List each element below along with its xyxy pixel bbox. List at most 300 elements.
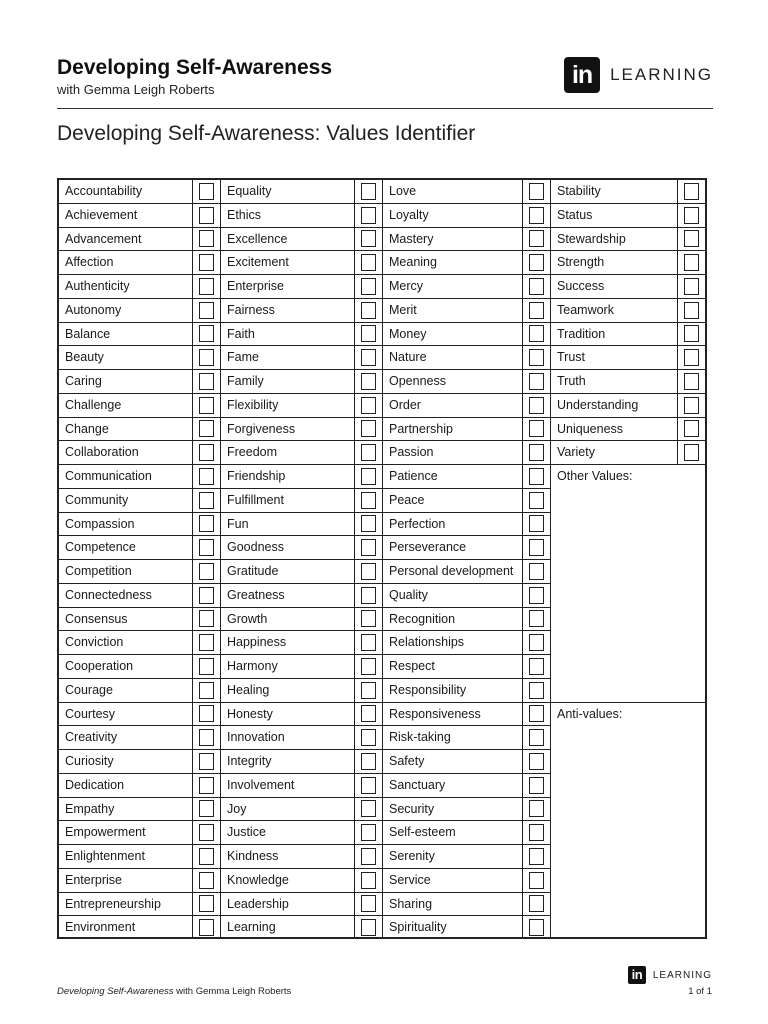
value-checkbox[interactable] [199, 492, 214, 509]
value-label: Ethics [227, 207, 262, 222]
value-row [221, 655, 382, 679]
checkbox-cell [192, 323, 220, 346]
footer-course-author: with Gemma Leigh Roberts [173, 986, 292, 997]
value-row [383, 893, 550, 917]
checkbox-cell [192, 228, 220, 251]
value-checkbox[interactable] [529, 824, 544, 841]
value-checkbox[interactable] [361, 777, 376, 794]
value-row [221, 893, 382, 917]
value-checkbox[interactable] [361, 563, 376, 580]
value-label: Success [557, 279, 605, 293]
value-row [221, 631, 382, 655]
value-row [551, 323, 705, 347]
value-checkbox[interactable] [361, 230, 376, 247]
checkbox-cell [522, 893, 550, 916]
checkbox-cell [192, 726, 220, 749]
value-checkbox[interactable] [529, 729, 544, 746]
value-label: Perseverance [389, 540, 467, 555]
value-row [551, 394, 705, 418]
value-checkbox[interactable] [529, 325, 544, 342]
checkbox-cell [354, 584, 382, 607]
value-label: Strength [557, 255, 605, 270]
value-checkbox[interactable] [199, 325, 214, 342]
value-checkbox[interactable] [361, 872, 376, 889]
value-row [59, 845, 220, 869]
value-label: Change [65, 421, 109, 436]
value-checkbox[interactable] [529, 610, 544, 627]
checkbox-cell [522, 916, 550, 939]
value-label: Responsibility [389, 682, 467, 697]
value-row [383, 608, 550, 632]
checkbox-cell [677, 275, 705, 298]
value-row [383, 299, 550, 323]
value-row [59, 299, 220, 323]
value-checkbox[interactable] [529, 492, 544, 509]
value-label: Kindness [227, 849, 279, 863]
header-divider [57, 108, 713, 109]
value-checkbox[interactable] [529, 207, 544, 224]
value-checkbox[interactable] [684, 397, 699, 414]
checkbox-cell [354, 845, 382, 868]
value-checkbox[interactable] [199, 919, 214, 936]
value-label: Family [227, 374, 264, 388]
checkbox-cell [192, 299, 220, 322]
checkbox-cell [677, 370, 705, 393]
checkbox-cell [354, 726, 382, 749]
value-label: Variety [557, 445, 595, 460]
value-label: Collaboration [65, 445, 139, 460]
value-row [551, 228, 705, 252]
value-checkbox[interactable] [199, 682, 214, 699]
linkedin-in-icon: in [628, 966, 646, 984]
value-row [551, 251, 705, 275]
value-label: Cooperation [65, 659, 134, 673]
value-row [383, 845, 550, 869]
value-row [221, 228, 382, 252]
value-label: Honesty [227, 706, 273, 721]
footer-logo [628, 966, 712, 984]
checkbox-cell [354, 275, 382, 298]
value-label: Trust [557, 350, 586, 365]
value-row [221, 465, 382, 489]
value-checkbox[interactable] [361, 753, 376, 770]
checkbox-cell [354, 869, 382, 892]
value-checkbox[interactable] [529, 919, 544, 936]
value-label: Perfection [389, 516, 446, 531]
value-row [59, 275, 220, 299]
values-column-2 [220, 180, 382, 937]
checkbox-cell [522, 370, 550, 393]
value-checkbox[interactable] [361, 444, 376, 461]
checkbox-cell [354, 394, 382, 417]
value-checkbox[interactable] [361, 610, 376, 627]
value-label: Security [389, 801, 435, 816]
value-checkbox[interactable] [529, 373, 544, 390]
value-checkbox[interactable] [361, 824, 376, 841]
value-checkbox[interactable] [529, 777, 544, 794]
value-label: Spirituality [389, 920, 447, 935]
value-checkbox[interactable] [199, 563, 214, 580]
checkbox-cell [192, 536, 220, 559]
value-row [383, 584, 550, 608]
value-label: Stability [557, 184, 601, 198]
value-checkbox[interactable] [684, 349, 699, 366]
value-checkbox[interactable] [529, 397, 544, 414]
value-checkbox[interactable] [529, 349, 544, 366]
checkbox-cell [522, 869, 550, 892]
value-label: Understanding [557, 397, 639, 412]
value-checkbox[interactable] [361, 587, 376, 604]
checkbox-cell [192, 465, 220, 488]
value-row [221, 180, 382, 204]
value-checkbox[interactable] [684, 444, 699, 461]
value-row [59, 916, 220, 939]
checkbox-cell [677, 299, 705, 322]
value-checkbox[interactable] [199, 800, 214, 817]
value-checkbox[interactable] [361, 658, 376, 675]
value-label: Happiness [227, 635, 287, 650]
value-row [59, 489, 220, 513]
value-checkbox[interactable] [199, 207, 214, 224]
value-row [221, 489, 382, 513]
value-row [221, 394, 382, 418]
values-column-4-rows [551, 180, 705, 465]
value-label: Community [65, 492, 129, 507]
checkbox-cell [522, 608, 550, 631]
value-label: Safety [389, 754, 425, 768]
value-checkbox[interactable] [199, 634, 214, 651]
value-checkbox[interactable] [529, 848, 544, 865]
value-checkbox[interactable] [199, 729, 214, 746]
value-label: Mercy [389, 279, 424, 293]
checkbox-cell [354, 441, 382, 464]
value-label: Fun [227, 516, 249, 531]
value-label: Dedication [65, 777, 125, 792]
value-checkbox[interactable] [361, 254, 376, 271]
value-row [59, 703, 220, 727]
value-label: Joy [227, 801, 247, 816]
value-checkbox[interactable] [684, 183, 699, 200]
value-row [383, 441, 550, 465]
value-checkbox[interactable] [361, 373, 376, 390]
value-checkbox[interactable] [529, 278, 544, 295]
value-checkbox[interactable] [529, 183, 544, 200]
value-row [221, 726, 382, 750]
value-checkbox[interactable] [361, 682, 376, 699]
value-checkbox[interactable] [684, 325, 699, 342]
value-checkbox[interactable] [361, 492, 376, 509]
value-label: Service [389, 872, 431, 887]
value-label: Responsiveness [389, 706, 481, 721]
value-label: Quality [389, 587, 428, 602]
value-checkbox[interactable] [199, 230, 214, 247]
value-checkbox[interactable] [199, 539, 214, 556]
value-row [221, 323, 382, 347]
checkbox-cell [522, 180, 550, 203]
value-checkbox[interactable] [684, 254, 699, 271]
course-title: Developing Self-Awareness [57, 56, 333, 79]
footer-course-title: Developing Self-Awareness [57, 986, 174, 997]
checkbox-cell [192, 275, 220, 298]
value-checkbox[interactable] [529, 682, 544, 699]
checkbox-cell [677, 228, 705, 251]
value-row [59, 394, 220, 418]
checkbox-cell [522, 513, 550, 536]
values-column-1 [59, 180, 220, 937]
value-row [221, 513, 382, 537]
checkbox-cell [522, 418, 550, 441]
value-row [221, 608, 382, 632]
value-row [59, 774, 220, 798]
value-row [59, 441, 220, 465]
value-row [383, 916, 550, 939]
value-checkbox[interactable] [529, 587, 544, 604]
value-checkbox[interactable] [199, 610, 214, 627]
value-row [221, 560, 382, 584]
value-checkbox[interactable] [529, 468, 544, 485]
values-column-4 [550, 180, 705, 937]
value-checkbox[interactable] [529, 444, 544, 461]
checkbox-cell [192, 608, 220, 631]
value-label: Harmony [227, 659, 278, 673]
value-label: Involvement [227, 777, 295, 792]
value-checkbox[interactable] [529, 563, 544, 580]
value-checkbox[interactable] [361, 468, 376, 485]
checkbox-cell [192, 703, 220, 726]
value-label: Competence [65, 540, 136, 555]
value-label: Money [389, 326, 427, 341]
value-label: Beauty [65, 350, 104, 365]
value-checkbox[interactable] [199, 183, 214, 200]
value-label: Curiosity [65, 754, 114, 768]
checkbox-cell [354, 893, 382, 916]
value-checkbox[interactable] [199, 397, 214, 414]
value-label: Justice [227, 825, 266, 840]
value-checkbox[interactable] [684, 420, 699, 437]
value-label: Meaning [389, 255, 437, 270]
checkbox-cell [522, 774, 550, 797]
checkbox-cell [354, 204, 382, 227]
value-checkbox[interactable] [199, 753, 214, 770]
value-label: Creativity [65, 730, 118, 745]
checkbox-cell [522, 845, 550, 868]
checkbox-cell [192, 916, 220, 939]
value-checkbox[interactable] [529, 753, 544, 770]
value-checkbox[interactable] [684, 230, 699, 247]
value-label: Passion [389, 445, 434, 460]
linkedin-learning-logo [564, 57, 713, 93]
value-checkbox[interactable] [529, 658, 544, 675]
value-label: Entrepreneurship [65, 896, 161, 911]
value-row [383, 513, 550, 537]
value-row [383, 631, 550, 655]
value-row [59, 679, 220, 703]
checkbox-cell [192, 180, 220, 203]
value-checkbox[interactable] [199, 278, 214, 295]
value-checkbox[interactable] [199, 705, 214, 722]
checkbox-cell [354, 323, 382, 346]
anti-values-box[interactable] [551, 703, 705, 938]
value-checkbox[interactable] [361, 420, 376, 437]
value-row [59, 251, 220, 275]
value-row [221, 703, 382, 727]
checkbox-cell [354, 513, 382, 536]
value-checkbox[interactable] [199, 302, 214, 319]
value-row [59, 228, 220, 252]
checkbox-cell [677, 394, 705, 417]
value-checkbox[interactable] [361, 397, 376, 414]
checkbox-cell [354, 655, 382, 678]
value-label: Flexibility [227, 397, 279, 412]
value-checkbox[interactable] [684, 302, 699, 319]
value-checkbox[interactable] [199, 515, 214, 532]
value-checkbox[interactable] [361, 705, 376, 722]
value-checkbox[interactable] [199, 895, 214, 912]
checkbox-cell [192, 845, 220, 868]
value-row [221, 916, 382, 939]
value-checkbox[interactable] [199, 658, 214, 675]
footer-credit [57, 986, 291, 997]
value-checkbox[interactable] [361, 895, 376, 912]
value-checkbox[interactable] [361, 800, 376, 817]
value-checkbox[interactable] [684, 373, 699, 390]
value-row [383, 821, 550, 845]
value-label: Integrity [227, 754, 272, 768]
value-checkbox[interactable] [361, 729, 376, 746]
checkbox-cell [354, 370, 382, 393]
value-row [221, 370, 382, 394]
checkbox-cell [192, 821, 220, 844]
value-checkbox[interactable] [361, 634, 376, 651]
value-checkbox[interactable] [684, 278, 699, 295]
value-checkbox[interactable] [529, 539, 544, 556]
value-checkbox[interactable] [529, 230, 544, 247]
value-label: Tradition [557, 326, 606, 341]
value-checkbox[interactable] [529, 872, 544, 889]
checkbox-cell [354, 798, 382, 821]
value-row [383, 251, 550, 275]
value-row [383, 750, 550, 774]
value-row [59, 798, 220, 822]
value-label: Innovation [227, 730, 285, 745]
value-checkbox[interactable] [361, 515, 376, 532]
value-checkbox[interactable] [529, 254, 544, 271]
other-values-box[interactable] [551, 465, 705, 703]
checkbox-cell [354, 180, 382, 203]
value-checkbox[interactable] [684, 207, 699, 224]
checkbox-cell [354, 536, 382, 559]
value-checkbox[interactable] [529, 634, 544, 651]
checkbox-cell [677, 346, 705, 369]
checkbox-cell [522, 228, 550, 251]
value-row [383, 869, 550, 893]
value-checkbox[interactable] [361, 349, 376, 366]
checkbox-cell [677, 323, 705, 346]
value-row [221, 204, 382, 228]
checkbox-cell [192, 560, 220, 583]
checkbox-cell [192, 893, 220, 916]
value-label: Goodness [227, 540, 284, 555]
checkbox-cell [192, 204, 220, 227]
value-label: Friendship [227, 469, 286, 483]
value-checkbox[interactable] [529, 302, 544, 319]
value-checkbox[interactable] [199, 824, 214, 841]
checkbox-cell [522, 346, 550, 369]
value-checkbox[interactable] [361, 278, 376, 295]
value-row [383, 774, 550, 798]
checkbox-cell [354, 346, 382, 369]
value-row [59, 465, 220, 489]
value-row [383, 703, 550, 727]
checkbox-cell [192, 655, 220, 678]
value-checkbox[interactable] [199, 420, 214, 437]
value-checkbox[interactable] [529, 800, 544, 817]
value-checkbox[interactable] [529, 895, 544, 912]
value-checkbox[interactable] [529, 420, 544, 437]
value-row [383, 228, 550, 252]
value-checkbox[interactable] [199, 349, 214, 366]
value-checkbox[interactable] [199, 777, 214, 794]
value-checkbox[interactable] [199, 587, 214, 604]
value-row [59, 536, 220, 560]
anti-values-label: Anti-values: [557, 706, 623, 721]
value-checkbox[interactable] [361, 325, 376, 342]
checkbox-cell [192, 394, 220, 417]
checkbox-cell [354, 299, 382, 322]
value-checkbox[interactable] [361, 919, 376, 936]
value-checkbox[interactable] [529, 705, 544, 722]
value-checkbox[interactable] [361, 848, 376, 865]
value-row [383, 560, 550, 584]
value-label: Achievement [65, 207, 138, 222]
value-checkbox[interactable] [199, 254, 214, 271]
linkedin-in-icon: in [564, 57, 600, 93]
value-checkbox[interactable] [361, 183, 376, 200]
checkbox-cell [192, 584, 220, 607]
value-row [59, 869, 220, 893]
checkbox-cell [522, 655, 550, 678]
checkbox-cell [522, 275, 550, 298]
value-label: Status [557, 207, 593, 222]
value-label: Balance [65, 326, 111, 341]
checkbox-cell [354, 750, 382, 773]
value-label: Stewardship [557, 231, 626, 246]
checkbox-cell [522, 750, 550, 773]
value-label: Conviction [65, 635, 124, 650]
value-row [383, 798, 550, 822]
value-label: Relationships [389, 635, 465, 650]
value-label: Connectedness [65, 587, 152, 602]
checkbox-cell [522, 821, 550, 844]
value-checkbox[interactable] [361, 539, 376, 556]
value-checkbox[interactable] [199, 468, 214, 485]
value-checkbox[interactable] [199, 872, 214, 889]
value-checkbox[interactable] [529, 515, 544, 532]
value-checkbox[interactable] [361, 302, 376, 319]
checkbox-cell [522, 631, 550, 654]
value-checkbox[interactable] [199, 373, 214, 390]
value-checkbox[interactable] [361, 207, 376, 224]
checkbox-cell [192, 489, 220, 512]
checkbox-cell [522, 299, 550, 322]
value-row [221, 821, 382, 845]
value-row [551, 275, 705, 299]
value-row [59, 513, 220, 537]
checkbox-cell [354, 489, 382, 512]
value-label: Openness [389, 374, 446, 388]
value-checkbox[interactable] [199, 444, 214, 461]
value-checkbox[interactable] [199, 848, 214, 865]
